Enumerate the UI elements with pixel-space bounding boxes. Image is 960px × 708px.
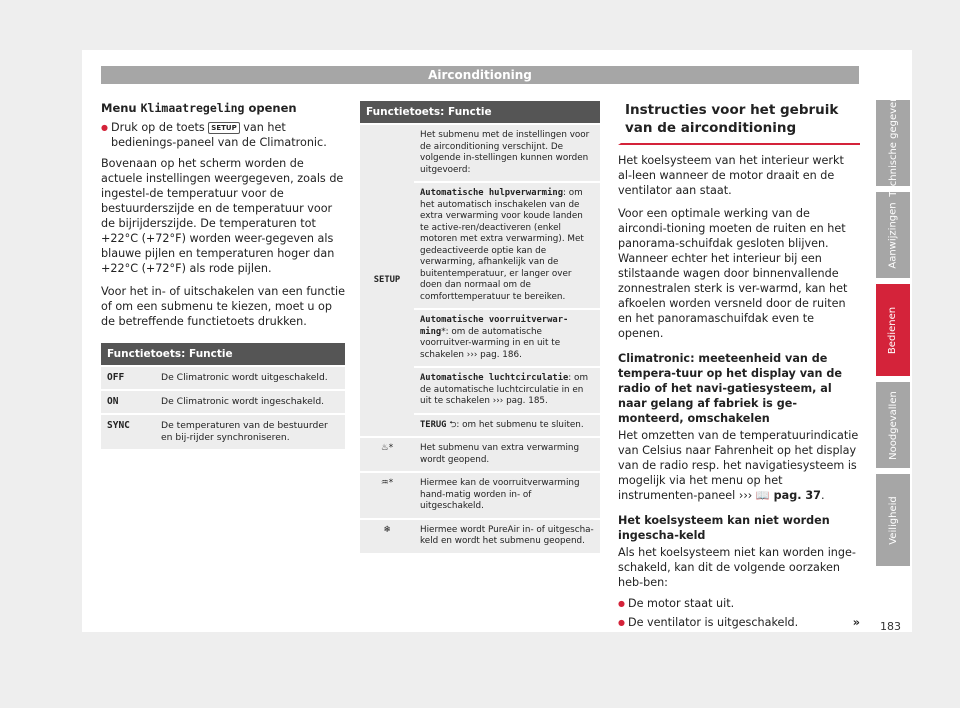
function-key: SYNC: [101, 414, 155, 449]
units-text: Het omzetten van de temperatuurindicatie van Celsius naar Fahrenheit op het display van de radio resp. het navigatiesysteem is mogelijk via het menu op het instrumenten-paneel ›››: [618, 429, 859, 502]
tab-label: Bedienen: [887, 306, 899, 354]
setup-key-icon: SETUP: [208, 122, 239, 134]
paragraph-display: Bovenaan op het scherm worden de actuele instellingen weergegeven, zoals de ingestel-de temperatuur voor de bestuurderszijde en de temperatuur voor de bijrijderszijde. De temperaturen tot +22°C (+72°F) worden weer-gegeven als blauwe pijlen en temperaturen hoger dan +22°C (+72°F) als rode pijlen.: [101, 157, 344, 275]
windscreen-heating-icon: ♒*: [360, 472, 414, 519]
section-header: Airconditioning: [101, 66, 859, 84]
table-row: [101, 366, 345, 390]
book-icon: 📖: [755, 489, 770, 502]
function-desc: De Climatronic wordt uitgeschakeld.: [155, 366, 345, 390]
bullet-text-a: Druk op de toets: [111, 121, 209, 134]
setup-item-text: *: om de automatische voorruitver-warming in en uit te schakelen ››› pag. 186.: [420, 326, 561, 360]
bullet-text-b: van het bedienings-paneel van de Climatronic.: [111, 121, 327, 149]
setup-item: [414, 182, 600, 309]
setup-item-name: Automatische luchtcirculatie: [420, 373, 569, 383]
tab-label: Veiligheid: [887, 495, 899, 545]
table-row: [101, 414, 345, 449]
paragraph-cooling: Het koelsysteem van het interieur werkt al-leen wanneer de motor draait en de ventilator aan staat.: [618, 154, 844, 197]
setup-item-name: Automatische hulpverwarming: [420, 188, 563, 198]
function-desc: Hiermee wordt PureAir in- of uitgescha-keld en wordt het submenu geopend.: [414, 519, 600, 553]
table-row: [360, 472, 600, 519]
heading-mono: Klimaatregeling: [140, 101, 245, 115]
setup-item-name: Automatische voorruitverwar-ming: [420, 315, 569, 337]
setup-item-text: ⮌: om het submenu te sluiten.: [446, 419, 584, 430]
tab-bedienen[interactable]: [876, 284, 910, 376]
setup-item-text: : om het automatisch inschakelen van de extra verwarming voor koude landen te active-ren/deactiveren (enkel motoren met extra verwarming). Met gedeactiveerde optie kan de verwarming, afhankelijk van de buitentemperatuur, er langer over doen dan normaal om de comforttemperatuur te bereiken.: [420, 188, 584, 302]
setup-item-name: TERUG: [420, 419, 447, 430]
function-key: OFF: [101, 366, 155, 390]
section-title: Instructies voor het gebruik van de airconditioning: [618, 101, 860, 145]
setup-key: SETUP: [360, 124, 414, 437]
subheading-units: Climatronic: meeteenheid van de tempera-tuur op het display van de radio of het navi-gatiesysteem, al naar gelang af fabriek is ge-monteerd, omschakelen: [618, 352, 843, 425]
table-row: [360, 124, 600, 182]
column-right: [618, 101, 860, 636]
cause-text: De ventilator is uitgeschakeld.: [628, 616, 799, 629]
pureair-icon: ❄: [360, 519, 414, 553]
page-reference[interactable]: pag. 37: [769, 489, 821, 502]
table-row: [101, 390, 345, 414]
table-header: Functietoets: Functie: [360, 101, 600, 124]
setup-item: [414, 309, 600, 367]
paragraph-function: Voor het in- of uitschakelen van een functie of om een submenu te kiezen, moet u op de betreffende functietoets drukken.: [101, 285, 345, 328]
setup-item: [414, 414, 600, 438]
menu-heading: [101, 100, 345, 116]
function-table-2: [360, 101, 600, 553]
setup-intro: Het submenu met de instellingen voor de airconditioning verschijnt. De volgende in-stellingen kunnen worden uitgevoerd:: [414, 124, 600, 182]
heading-prefix: Menu: [101, 101, 141, 115]
table-row: [360, 519, 600, 553]
setup-item: [414, 367, 600, 414]
continue-icon: »: [852, 616, 860, 629]
setup-bullet: [101, 120, 345, 150]
function-desc: Hiermee kan de voorruitverwarming hand-matig worden in- of uitgeschakeld.: [414, 472, 600, 519]
tab-technische-gegevens[interactable]: [876, 89, 910, 197]
paragraph-units: [618, 428, 860, 503]
setup-item-text: : om de automatische luchtcirculatie in en uit te schakelen ››› pag. 185.: [420, 373, 589, 406]
paragraph-optimal: Voor een optimale werking van de aircondi-tioning moeten de ruiten en het panorama-schuifdak gesloten blijven. Wanneer echter het interieur bij een stilstaande wagen door binnenvallende zonnestralen sterk is ver-warmd, kan het afkoelen worden versneld door de ruiten en het panoramaschuifdak even te openen.: [618, 207, 848, 340]
function-desc: De Climatronic wordt ingeschakeld.: [155, 390, 345, 414]
heading-suffix: openen: [244, 101, 297, 115]
column-middle: [360, 101, 600, 553]
tab-label: Noodgevallen: [887, 390, 899, 460]
subheading-cooling-off: Het koelsysteem kan niet worden ingescha-keld: [618, 514, 830, 542]
tab-aanwijzingen[interactable]: [876, 192, 910, 278]
chapter-tabs: [876, 89, 910, 572]
column-left: [101, 100, 345, 449]
tab-label: Aanwijzingen: [887, 201, 899, 269]
table-row: [360, 437, 600, 472]
cause-bullet: [618, 615, 860, 630]
tab-veiligheid[interactable]: [876, 474, 910, 566]
function-desc: Het submenu van extra verwarming wordt geopend.: [414, 437, 600, 472]
function-desc: De temperaturen van de bestuurder en bij-rijder synchroniseren.: [155, 414, 345, 449]
function-table-1: [101, 343, 345, 449]
function-key: ON: [101, 390, 155, 414]
tab-label: Technische gegevens: [887, 89, 899, 197]
page-number: 183: [880, 620, 901, 633]
table-header: Functietoets: Functie: [101, 343, 345, 366]
seat-heating-icon: ♨*: [360, 437, 414, 472]
units-end: .: [820, 489, 825, 502]
tab-noodgevallen[interactable]: [876, 382, 910, 468]
paragraph-causes: Als het koelsysteem niet kan worden inge-schakeld, kan dit de volgende oorzaken heb-ben:: [618, 546, 856, 589]
cause-bullet: ● De motor staat uit.: [618, 596, 860, 611]
